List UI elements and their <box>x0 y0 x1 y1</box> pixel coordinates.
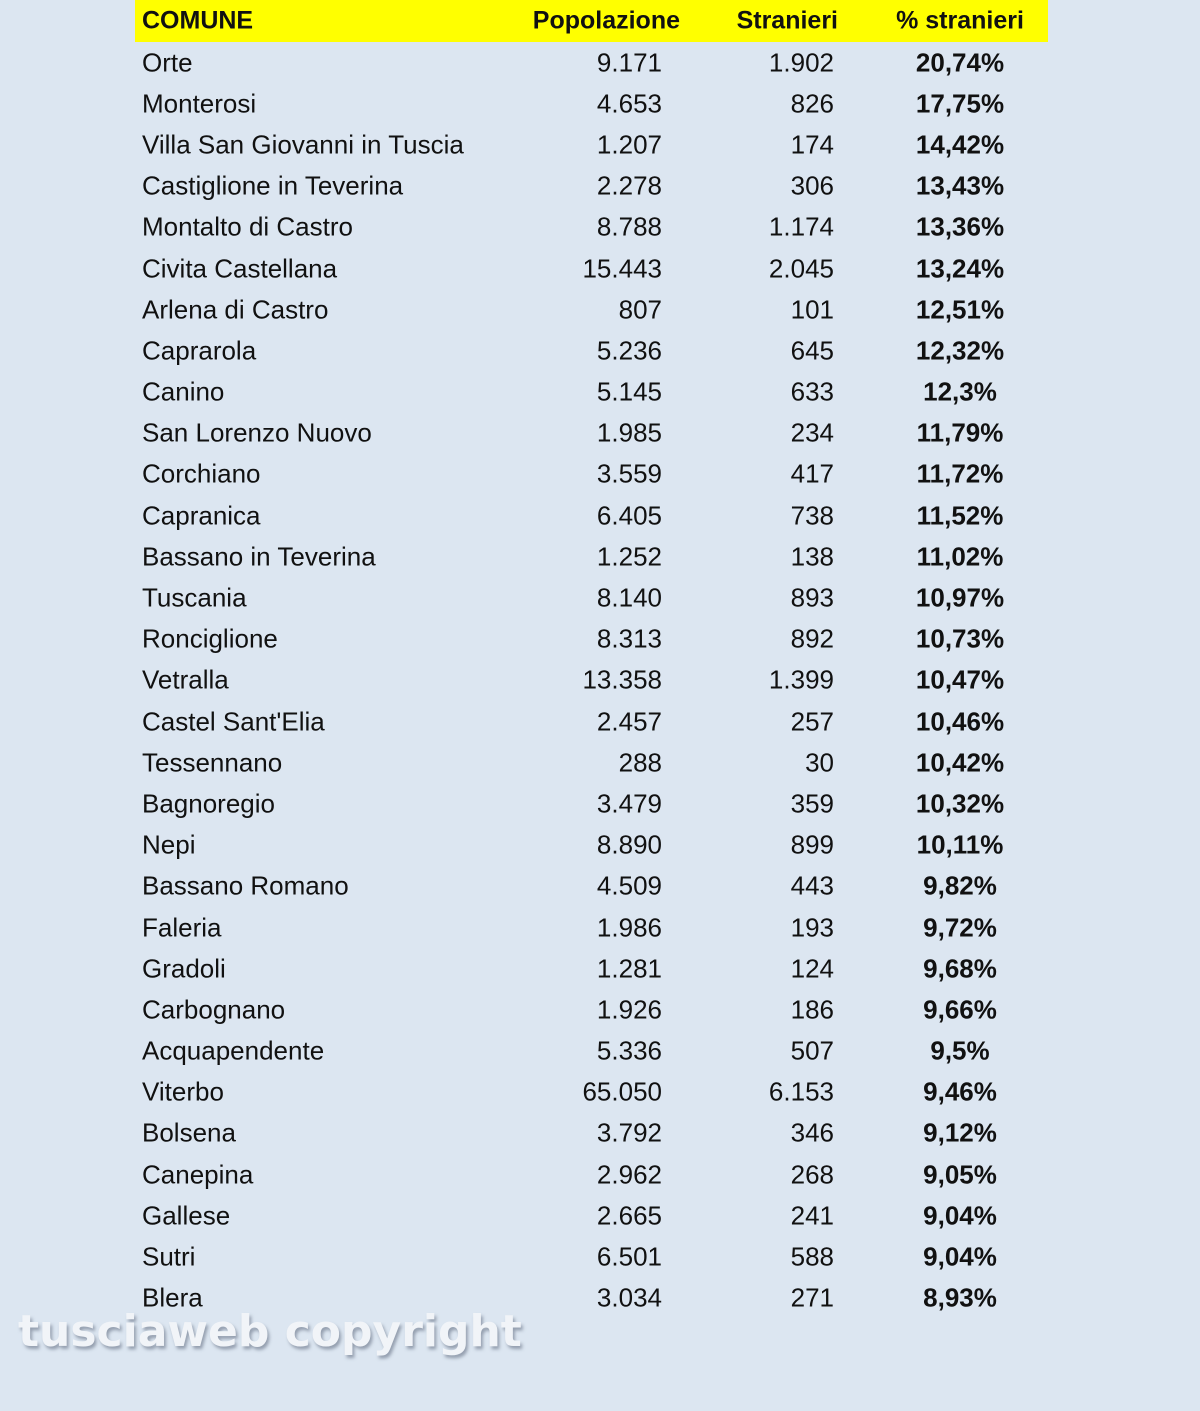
table-row <box>135 619 1048 660</box>
cell-comune: Monterosi <box>142 88 257 119</box>
cell-stranieri: 1.174 <box>768 211 834 242</box>
table-header <box>135 0 1048 42</box>
header-comune: COMUNE <box>142 6 254 35</box>
table-row <box>135 660 1048 701</box>
cell-comune: Civita Castellana <box>142 253 338 284</box>
pct-value: 9,12% <box>923 1117 997 1148</box>
pct-value: 9,04% <box>923 1200 997 1231</box>
table-row <box>135 495 1048 536</box>
cell-comune: Canino <box>142 376 225 407</box>
table-row <box>135 701 1048 742</box>
cell-popolazione: 8.313 <box>596 623 662 654</box>
cell-popolazione: 9.171 <box>596 47 662 78</box>
table-row <box>135 289 1048 330</box>
table-row <box>135 372 1048 413</box>
cell-popolazione: 2.457 <box>596 706 662 737</box>
cell-popolazione: 1.985 <box>596 417 662 448</box>
cell-stranieri: 174 <box>790 129 834 160</box>
cell-comune: Ronciglione <box>142 623 278 654</box>
pct-value: 10,42% <box>915 747 1005 778</box>
table-row <box>135 1195 1048 1236</box>
cell-stranieri: 124 <box>790 953 834 984</box>
cell-popolazione: 1.281 <box>596 953 662 984</box>
cell-comune: Bassano in Teverina <box>142 541 376 572</box>
table-row <box>135 948 1048 989</box>
cell-stranieri: 443 <box>790 870 834 901</box>
cell-stranieri: 1.902 <box>768 47 834 78</box>
cell-comune: Bassano Romano <box>142 870 349 901</box>
pct-value: 13,36% <box>915 211 1005 242</box>
cell-comune: Castel Sant'Elia <box>142 706 325 737</box>
pct-value: 10,97% <box>915 582 1005 613</box>
cell-comune: Gallese <box>142 1200 231 1231</box>
cell-stranieri: 186 <box>790 994 834 1025</box>
cell-popolazione: 4.653 <box>596 88 662 119</box>
table-body <box>135 42 1048 1319</box>
cell-stranieri: 826 <box>790 88 834 119</box>
cell-popolazione: 1.986 <box>596 912 662 943</box>
cell-popolazione: 65.050 <box>582 1076 662 1107</box>
pct-value: 12,51% <box>915 294 1005 325</box>
pct-value: 9,46% <box>923 1076 997 1107</box>
cell-popolazione: 1.207 <box>596 129 662 160</box>
cell-stranieri: 892 <box>790 623 834 654</box>
cell-popolazione: 8.788 <box>596 211 662 242</box>
cell-stranieri: 588 <box>790 1241 834 1272</box>
pct-value: 10,11% <box>916 829 1004 860</box>
pct-value: 9,66% <box>923 994 997 1025</box>
cell-comune: Blera <box>142 1282 203 1313</box>
cell-comune: Corchiano <box>142 458 261 489</box>
cell-popolazione: 15.443 <box>582 253 662 284</box>
cell-popolazione: 2.278 <box>596 170 662 201</box>
cell-popolazione: 2.962 <box>596 1159 662 1190</box>
pct-value: 13,43% <box>915 170 1005 201</box>
header-popolazione: Popolazione <box>532 6 680 35</box>
cell-comune: Montalto di Castro <box>142 211 353 242</box>
cell-stranieri: 417 <box>790 458 834 489</box>
cell-popolazione: 13.358 <box>582 664 662 695</box>
cell-stranieri: 507 <box>790 1035 834 1066</box>
pct-value: 11,52% <box>916 500 1004 531</box>
cell-popolazione: 3.559 <box>596 458 662 489</box>
table-row <box>135 783 1048 824</box>
pct-value: 11,79% <box>916 417 1004 448</box>
cell-popolazione: 3.034 <box>596 1282 662 1313</box>
cell-comune: Sutri <box>142 1241 196 1272</box>
cell-stranieri: 6.153 <box>768 1076 834 1107</box>
cell-stranieri: 899 <box>790 829 834 860</box>
cell-stranieri: 738 <box>790 500 834 531</box>
stranieri-table <box>135 0 1048 1319</box>
cell-popolazione: 288 <box>618 747 662 778</box>
cell-stranieri: 645 <box>790 335 834 366</box>
cell-popolazione: 807 <box>618 294 662 325</box>
cell-popolazione: 8.890 <box>596 829 662 860</box>
table-row <box>135 989 1048 1030</box>
pct-value: 10,46% <box>915 706 1005 737</box>
cell-stranieri: 257 <box>790 706 834 737</box>
pct-value: 12,32% <box>915 335 1005 366</box>
cell-comune: Orte <box>142 47 193 78</box>
cell-stranieri: 241 <box>790 1200 834 1231</box>
table-row <box>135 248 1048 289</box>
table-row <box>135 207 1048 248</box>
cell-comune: Canepina <box>142 1159 254 1190</box>
pct-value: 13,24% <box>915 253 1005 284</box>
cell-stranieri: 268 <box>790 1159 834 1190</box>
table-row <box>135 866 1048 907</box>
cell-comune: Castiglione in Teverina <box>142 170 404 201</box>
cell-comune: Bagnoregio <box>142 788 275 819</box>
table-row <box>135 825 1048 866</box>
cell-stranieri: 271 <box>790 1282 834 1313</box>
pct-value: 9,68% <box>923 953 997 984</box>
table-row <box>135 124 1048 165</box>
cell-comune: San Lorenzo Nuovo <box>142 417 372 448</box>
table-row <box>135 413 1048 454</box>
cell-comune: Caprarola <box>142 335 257 366</box>
cell-stranieri: 346 <box>790 1117 834 1148</box>
table-row <box>135 1072 1048 1113</box>
cell-comune: Vetralla <box>142 664 229 695</box>
cell-stranieri: 234 <box>790 417 834 448</box>
cell-comune: Tessennano <box>142 747 283 778</box>
table-row <box>135 166 1048 207</box>
table-row <box>135 1113 1048 1154</box>
table-row <box>135 1154 1048 1195</box>
cell-popolazione: 6.405 <box>596 500 662 531</box>
table-row <box>135 577 1048 618</box>
pct-value: 14,42% <box>915 129 1005 160</box>
cell-popolazione: 1.926 <box>596 994 662 1025</box>
cell-stranieri: 30 <box>805 747 834 778</box>
table-row <box>135 454 1048 495</box>
cell-popolazione: 5.236 <box>596 335 662 366</box>
cell-popolazione: 4.509 <box>596 870 662 901</box>
cell-stranieri: 101 <box>790 294 834 325</box>
pct-value: 9,05% <box>923 1159 997 1190</box>
table-row <box>135 330 1048 371</box>
cell-stranieri: 138 <box>790 541 834 572</box>
cell-popolazione: 5.336 <box>596 1035 662 1066</box>
cell-stranieri: 359 <box>790 788 834 819</box>
cell-comune: Bolsena <box>142 1117 236 1148</box>
pct-value: 11,02% <box>916 541 1004 572</box>
pct-value: 11,72% <box>916 458 1004 489</box>
cell-comune: Faleria <box>142 912 222 943</box>
cell-stranieri: 306 <box>790 170 834 201</box>
table-row <box>135 1236 1048 1277</box>
pct-value: 20,74% <box>915 47 1005 78</box>
cell-stranieri: 893 <box>790 582 834 613</box>
pct-value: 17,75% <box>915 88 1005 119</box>
pct-value: 9,04% <box>923 1241 997 1272</box>
pct-value: 9,5% <box>930 1035 990 1066</box>
table-row <box>135 42 1048 83</box>
header-pct-label: % stranieri <box>896 6 1024 35</box>
cell-comune: Viterbo <box>142 1076 224 1107</box>
cell-comune: Villa San Giovanni in Tuscia <box>142 129 464 160</box>
cell-comune: Nepi <box>142 829 196 860</box>
watermark: tusciaweb copyright <box>18 1306 522 1357</box>
cell-popolazione: 5.145 <box>596 376 662 407</box>
cell-popolazione: 8.140 <box>596 582 662 613</box>
cell-popolazione: 1.252 <box>596 541 662 572</box>
cell-popolazione: 3.479 <box>596 788 662 819</box>
pct-value: 8,93% <box>923 1282 997 1313</box>
cell-stranieri: 633 <box>790 376 834 407</box>
cell-comune: Acquapendente <box>142 1035 325 1066</box>
cell-popolazione: 6.501 <box>596 1241 662 1272</box>
header-stranieri: Stranieri <box>736 6 838 35</box>
cell-stranieri: 2.045 <box>768 253 834 284</box>
cell-stranieri: 1.399 <box>768 664 834 695</box>
table-row <box>135 1031 1048 1072</box>
table-row <box>135 907 1048 948</box>
pct-value: 9,82% <box>923 870 997 901</box>
cell-comune: Gradoli <box>142 953 226 984</box>
pct-value: 10,32% <box>915 788 1005 819</box>
cell-stranieri: 193 <box>790 912 834 943</box>
pct-value: 9,72% <box>923 912 997 943</box>
cell-comune: Carbognano <box>142 994 286 1025</box>
pct-value: 12,3% <box>923 376 997 407</box>
pct-value: 10,73% <box>915 623 1005 654</box>
table-row <box>135 83 1048 124</box>
cell-comune: Arlena di Castro <box>142 294 329 325</box>
cell-comune: Capranica <box>142 500 261 531</box>
table-row <box>135 536 1048 577</box>
pct-value: 10,47% <box>915 664 1005 695</box>
cell-popolazione: 2.665 <box>596 1200 662 1231</box>
cell-comune: Tuscania <box>142 582 247 613</box>
cell-popolazione: 3.792 <box>596 1117 662 1148</box>
table-row <box>135 742 1048 783</box>
